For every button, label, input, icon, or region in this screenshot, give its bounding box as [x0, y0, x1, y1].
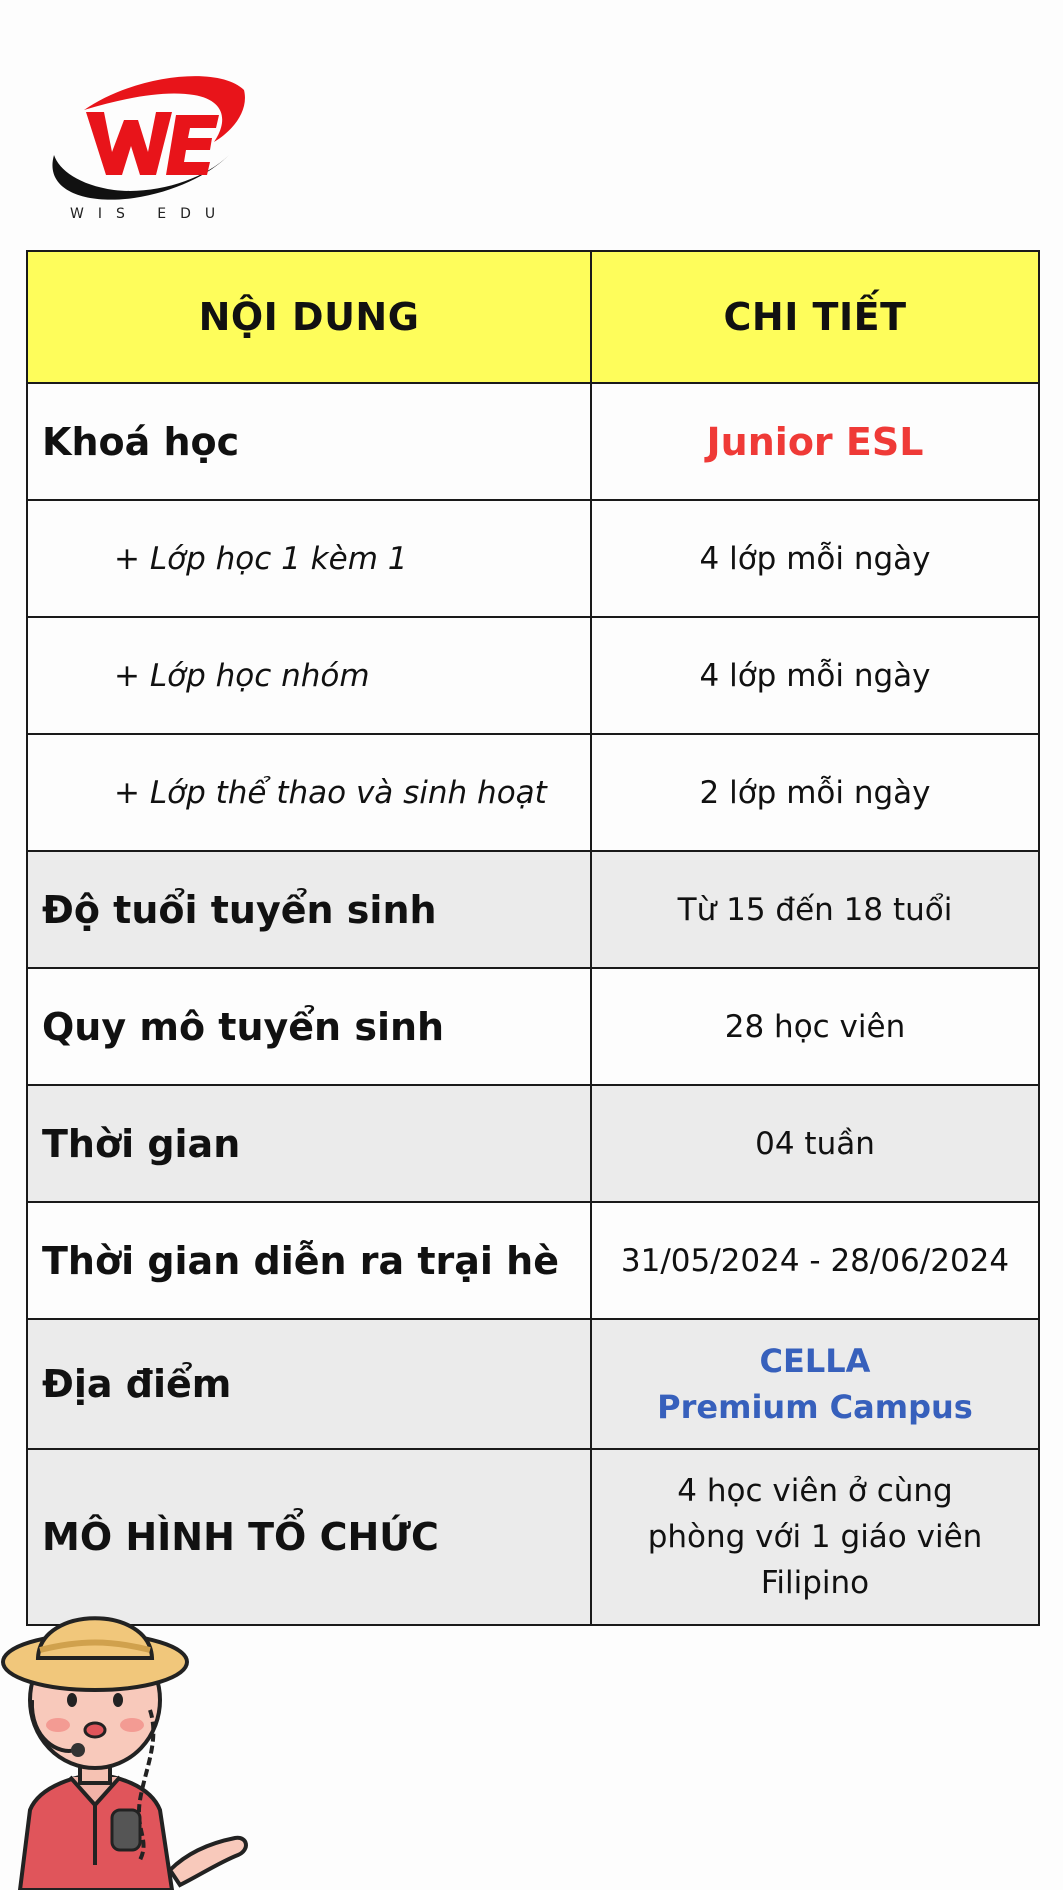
row-value-one-on-one: 4 lớp mỗi ngày — [591, 500, 1039, 617]
row-value-course: Junior ESL — [591, 383, 1039, 500]
table-row — [27, 383, 1039, 500]
model-line: phòng với 1 giáo viên — [647, 1519, 983, 1555]
table-row — [27, 968, 1039, 1085]
row-label-age: Độ tuổi tuyển sinh — [27, 851, 591, 968]
row-value-capacity: 28 học viên — [591, 968, 1039, 1085]
table-header-row — [27, 251, 1039, 383]
row-label-one-on-one: + Lớp học 1 kèm 1 — [27, 500, 591, 617]
table-row — [27, 617, 1039, 734]
row-label-duration: Thời gian — [27, 1085, 591, 1202]
tour-guide-illustration — [0, 1580, 260, 1890]
row-value-sports: 2 lớp mỗi ngày — [591, 734, 1039, 851]
row-value-duration: 04 tuần — [591, 1085, 1039, 1202]
row-label-location: Địa điểm — [27, 1319, 591, 1449]
location-line: CELLA — [759, 1342, 871, 1380]
header-details: CHI TIẾT — [591, 251, 1039, 383]
row-value-camp-dates: 31/05/2024 - 28/06/2024 — [591, 1202, 1039, 1319]
location-line: Premium Campus — [657, 1388, 973, 1426]
row-label-sports: + Lớp thể thao và sinh hoạt — [27, 734, 591, 851]
model-line: 4 học viên ở cùng — [677, 1473, 953, 1509]
row-value-location — [591, 1319, 1039, 1449]
row-label-group-class: + Lớp học nhóm — [27, 617, 591, 734]
table-row — [27, 1319, 1039, 1449]
row-label-capacity: Quy mô tuyển sinh — [27, 968, 591, 1085]
row-value-group-class: 4 lớp mỗi ngày — [591, 617, 1039, 734]
table-row — [27, 500, 1039, 617]
row-value-model — [591, 1449, 1039, 1625]
row-label-camp-dates: Thời gian diễn ra trại hè — [27, 1202, 591, 1319]
header-content: NỘI DUNG — [27, 251, 591, 383]
logo-text: WIS EDU — [70, 206, 230, 222]
row-label-course: Khoá học — [27, 383, 591, 500]
table-row — [27, 734, 1039, 851]
table-row — [27, 851, 1039, 968]
program-info-table — [26, 250, 1040, 1626]
table-row — [27, 1085, 1039, 1202]
table-row — [27, 1202, 1039, 1319]
row-value-age: Từ 15 đến 18 tuổi — [591, 851, 1039, 968]
model-line: Filipino — [760, 1565, 870, 1601]
row-label-model: MÔ HÌNH TỔ CHỨC — [27, 1449, 591, 1625]
